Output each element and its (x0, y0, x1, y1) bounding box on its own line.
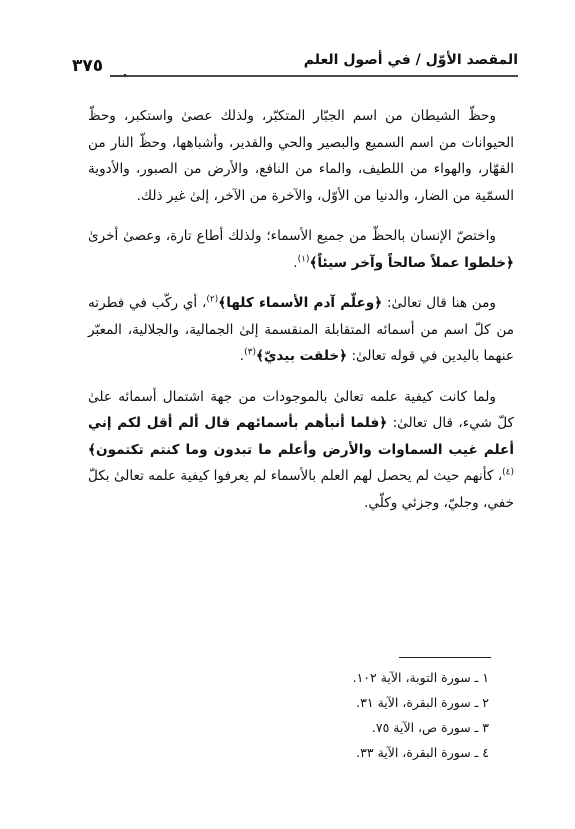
paragraph-text: ، كأنهم حيث لم يحصل لهم العلم بالأسماء لم يعرفوا كيفية علمه تعالىٰ بكلّ خفي، وجليّ، وجزئي وكلّي. (88, 468, 514, 511)
page-number: ٣٧٥ (72, 56, 104, 76)
paragraph-text: ولما كانت كيفية علمه تعالىٰ بالموجودات من جهة اشتمال أسمائه علىٰ كلّ شيء، قال تعالىٰ: (88, 388, 514, 431)
running-header-title: المقصد الأوّل / في أصول العلم (303, 52, 518, 68)
paragraph-text: . (293, 254, 298, 271)
paragraph-text: وحظّ الشيطان من اسم الجبّار المتكبّر، ولذلك عصىٰ واستكبر، وحظّ الحيوانات من اسم السميع والبصير والحي والقدير، وأشباهها، وحظّ النار من القهّار، والهواء من اللطيف، والماء من النافع، والأرض من الصبور، والأدوية السمّية من الضار، والدنيا من الأوّل، والآخرة من الآخر، إلىٰ غير ذلك. (88, 108, 514, 204)
paragraph-text: واختصّ الإنسان بالحظّ من جميع الأسماء؛ ولذلك أطاع تارة، وعصىٰ أخرىٰ (88, 228, 496, 244)
footnote-divider (399, 657, 491, 658)
quran-quote: ﴿خلقت بيديّ﴾ (256, 348, 348, 364)
footnote-ref: (٢) (206, 294, 219, 305)
footnote-4: ٤ ـ سورة البقرة، الآية ٣٣. (356, 745, 489, 760)
footnote-1: ١ ـ سورة التوبة، الآية ١٠٢. (352, 670, 489, 685)
footnote-ref: (١) (297, 253, 310, 264)
footnotes (189, 665, 489, 765)
quran-quote: ﴿فلما أنبأهم بأسمائهم قال ألم أقل لكم إني أعلم غيب السماوات والأرض وأعلم ما تبدون وما كنتم تكتمون﴾ (88, 415, 514, 458)
footnote-ref: (٣) (244, 347, 256, 358)
paragraph-4 (88, 384, 514, 517)
running-header (66, 44, 518, 84)
quran-quote: ﴿وعلّم آدم الأسماء كلها﴾ (218, 295, 383, 311)
paragraph-text: . (239, 348, 245, 364)
footnote-3: ٣ ـ سورة ص، الآية ٧٥. (371, 720, 489, 735)
paragraph-text: ومن هنا قال تعالىٰ: (382, 295, 496, 311)
paragraph-3 (88, 290, 514, 370)
quran-quote: ﴿خلطوا عملاً صالحاً وآخر سيئاً﴾ (309, 254, 514, 271)
footnote-ref: (٤) (502, 467, 514, 478)
footnote-2: ٢ ـ سورة البقرة، الآية ٣١. (356, 695, 489, 710)
paragraph-1 (88, 103, 514, 209)
paragraph-text: ، أي ركّب في فطرته من كلّ اسم من أسمائه المتقابلة المنقسمة إلىٰ الجمالية، والجلالية، المعبّر عنهما باليدين في قوله تعالىٰ: (88, 295, 514, 364)
main-text (88, 103, 514, 530)
paragraph-2 (88, 223, 514, 276)
